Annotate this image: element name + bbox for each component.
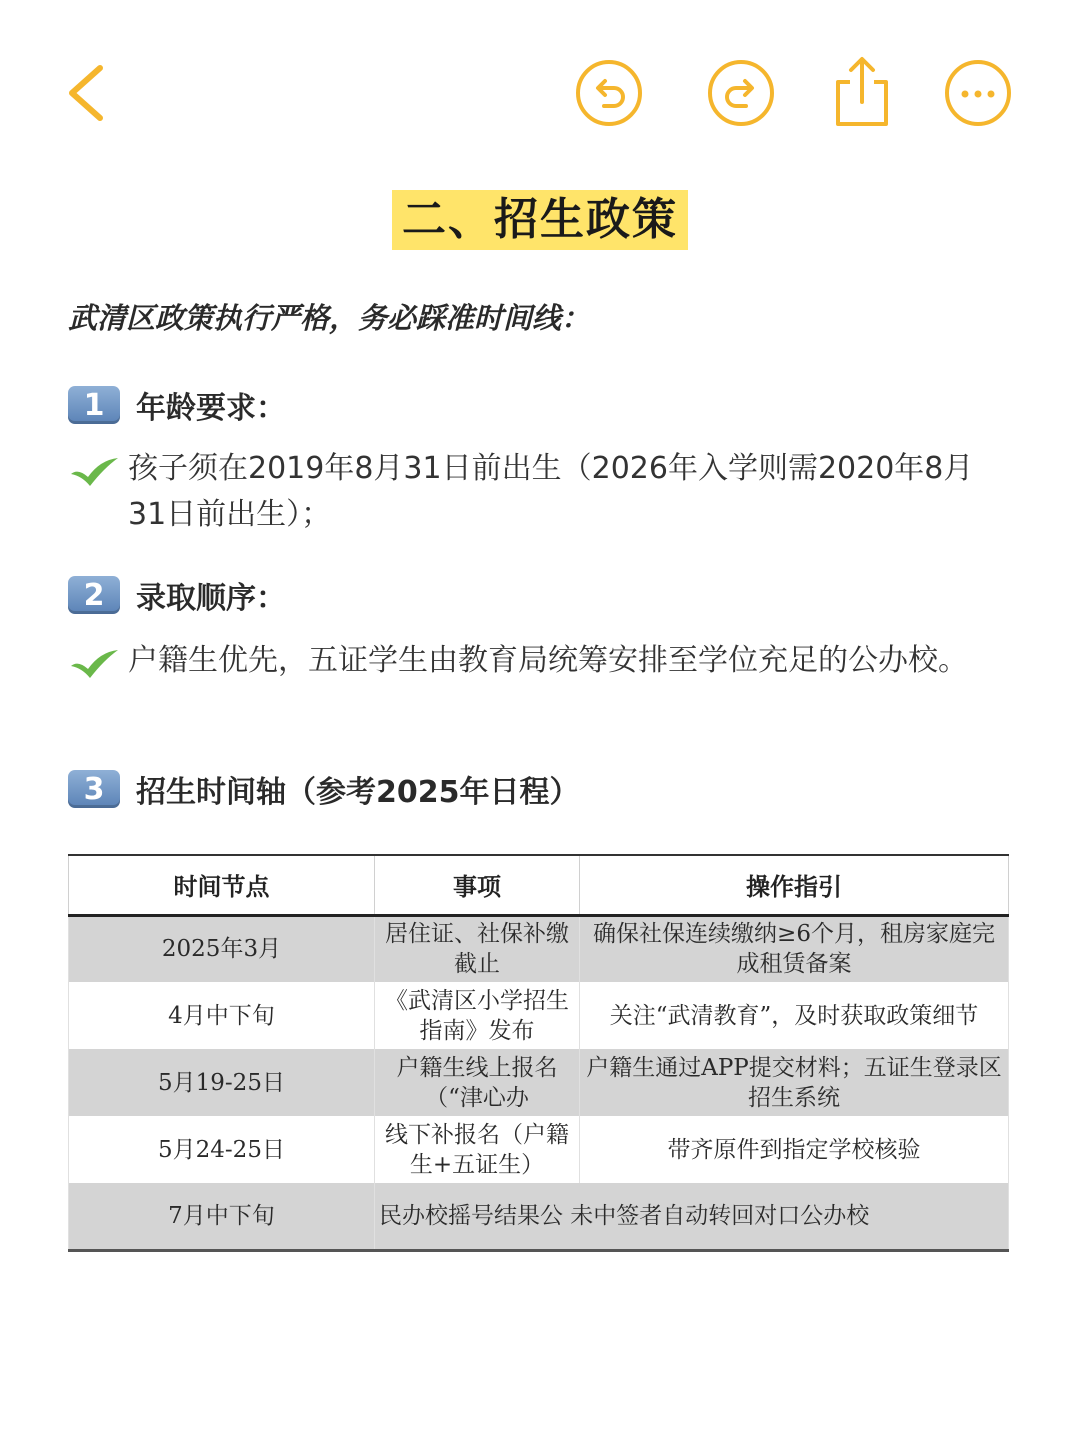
redo-button[interactable]: [706, 58, 776, 128]
table-cell: 居住证、社保补缴截止: [375, 915, 580, 982]
back-button[interactable]: [58, 58, 118, 128]
timeline-table-container: [68, 854, 1008, 1252]
table-cell: 关注“武清教育”，及时获取政策细节: [580, 982, 1009, 1049]
column-header: 操作指引: [580, 855, 1009, 915]
back-icon: [58, 58, 118, 128]
table-cell: 《武清区小学招生指南》发布: [375, 982, 580, 1049]
top-toolbar: [0, 0, 1080, 190]
undo-icon: [574, 58, 644, 128]
table-row: [69, 1183, 1009, 1250]
more-button[interactable]: [943, 58, 1013, 128]
section-1-title: 年龄要求：: [136, 391, 286, 426]
section-3-heading: [68, 767, 580, 811]
number-badge-1: 1: [68, 386, 120, 424]
share-button[interactable]: [830, 54, 894, 128]
table-cell: 5月24-25日: [69, 1116, 375, 1183]
table-cell: 带齐原件到指定学校核验: [580, 1116, 1009, 1183]
section-1-heading: [68, 383, 286, 427]
table-row: [69, 1049, 1009, 1116]
page-title: 二、招生政策: [392, 190, 688, 250]
table-cell: 5月19-25日: [69, 1049, 375, 1116]
number-badge-2: 2: [68, 576, 120, 614]
section-2-bullet: [68, 638, 998, 684]
table-cell: 户籍生通过APP提交材料；五证生登录区招生系统: [580, 1049, 1009, 1116]
table-cell: 线下补报名（户籍生+五证生）: [375, 1116, 580, 1183]
timeline-table: [68, 854, 1009, 1252]
column-header: 时间节点: [69, 855, 375, 915]
table-cell: 确保社保连续缴纳≥6个月，租房家庭完成租赁备案: [580, 915, 1009, 982]
more-icon: [943, 58, 1013, 128]
table-cell: 7月中下旬: [69, 1183, 375, 1250]
bullet-text: 户籍生优先，五证学生由教育局统筹安排至学位充足的公办校。: [128, 643, 968, 678]
table-cell: 户籍生线上报名（“津心办: [375, 1049, 580, 1116]
section-1-bullet: [68, 446, 998, 538]
table-header-row: [69, 855, 1009, 915]
table-cell: 2025年3月: [69, 915, 375, 982]
intro-text: 武清区政策执行严格，务必踩准时间线：: [68, 301, 591, 335]
redo-icon: [706, 58, 776, 128]
table-row: [69, 1116, 1009, 1183]
table-row: [69, 982, 1009, 1049]
title-container: [0, 190, 1080, 250]
section-3-title: 招生时间轴（参考2025年日程）: [136, 775, 580, 810]
section-2-title: 录取顺序：: [136, 581, 286, 616]
table-cell: 4月中下旬: [69, 982, 375, 1049]
table-row: [69, 915, 1009, 982]
section-2-heading: [68, 573, 286, 617]
table-cell-merged: 民办校摇号结果公 未中签者自动转回对口公办校: [375, 1183, 1009, 1250]
checkmark-icon: [68, 642, 120, 682]
number-badge-3: 3: [68, 770, 120, 808]
bullet-text: 孩子须在2019年8月31日前出生（2026年入学则需2020年8月31日前出生）；: [128, 451, 974, 532]
undo-button[interactable]: [574, 58, 644, 128]
checkmark-icon: [68, 450, 120, 490]
share-icon: [830, 54, 894, 128]
column-header: 事项: [375, 855, 580, 915]
